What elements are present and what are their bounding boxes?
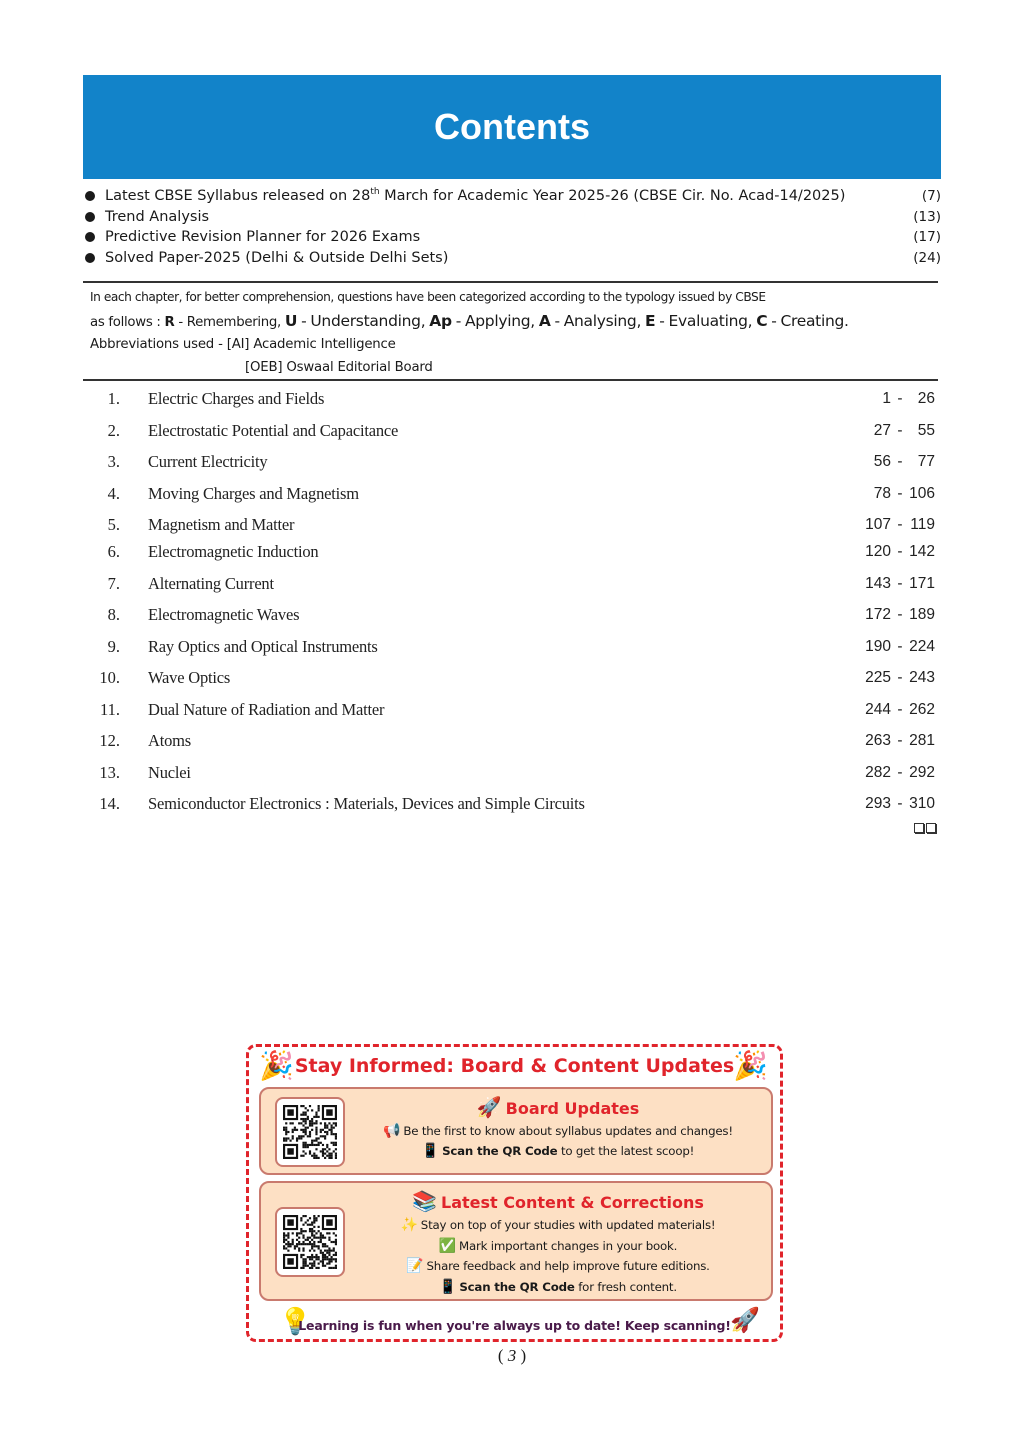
divider-top	[83, 281, 938, 283]
board-updates-qr-code[interactable]	[275, 1097, 345, 1167]
page-to: 281	[909, 732, 935, 749]
page-from: 1	[882, 390, 891, 407]
page-number: ( 3 )	[497, 1346, 527, 1365]
chapter-number: 5.	[107, 515, 120, 534]
light-bulb-icon: 💡	[279, 1306, 312, 1336]
sparkles-icon: ✨	[400, 1217, 418, 1233]
chapter-title: Ray Optics and Optical Instruments	[148, 637, 378, 656]
chapter-row[interactable]	[90, 789, 935, 819]
front-matter-label: Predictive Revision Planner for 2026 Exams	[105, 229, 421, 246]
board-updates-scan-line: 📱 Scan the QR Code to get the latest scoop!	[421, 1143, 695, 1159]
abbreviation-oeb: [OEB] Oswaal Editorial Board	[245, 360, 433, 375]
page-to: 142	[909, 543, 935, 560]
front-matter-page: (17)	[913, 229, 941, 246]
chapter-page-range	[855, 669, 935, 687]
chapter-page-range	[855, 390, 935, 408]
chapter-number: 14.	[99, 794, 120, 813]
chapter-title: Dual Nature of Radiation and Matter	[148, 700, 385, 719]
chapter-title: Atoms	[148, 731, 192, 750]
abbreviation-ai: Abbreviations used - [AI] Academic Intelligence	[90, 337, 396, 352]
chapter-row[interactable]	[90, 600, 935, 630]
front-matter-label: Latest CBSE Syllabus released on 28th March for Academic Year 2025-26 (CBSE Cir. No. Acad-14/2025)	[105, 187, 846, 205]
page-from: 143	[865, 575, 891, 592]
chapter-row[interactable]	[90, 632, 935, 662]
chapter-title: Electric Charges and Fields	[148, 389, 325, 408]
chapter-number: 10.	[99, 668, 120, 687]
page-from: 244	[865, 701, 891, 718]
chapter-number: 8.	[107, 605, 120, 624]
chapter-title: Current Electricity	[148, 452, 268, 471]
chapter-page-range	[855, 638, 935, 656]
end-of-section-icon	[914, 823, 936, 833]
content-updates-heading: 📚 Latest Content & Corrections	[412, 1189, 704, 1213]
page-to: 189	[909, 606, 935, 623]
front-matter-item[interactable]	[83, 207, 941, 228]
chapter-title: Alternating Current	[148, 574, 274, 593]
page-to: 310	[909, 795, 935, 812]
page-to: 55	[917, 422, 935, 439]
front-matter-item[interactable]	[83, 186, 941, 207]
bullet-icon	[85, 212, 95, 222]
page-range-separator: -	[897, 543, 903, 560]
page-from: 293	[865, 795, 891, 812]
updates-card	[246, 1044, 783, 1342]
front-matter-label: Trend Analysis	[105, 208, 210, 225]
page-range-separator: -	[897, 485, 903, 502]
front-matter-page: (24)	[913, 249, 941, 266]
bullet-icon	[85, 253, 95, 263]
board-updates-heading: 🚀 Board Updates	[476, 1095, 640, 1119]
party-popper-icon: 🎉	[733, 1050, 768, 1081]
party-popper-icon: 🎉	[259, 1050, 294, 1081]
chapter-row[interactable]	[90, 537, 935, 567]
page-range-separator: -	[897, 701, 903, 718]
chapter-row[interactable]	[90, 447, 935, 477]
page-range-separator: -	[897, 575, 903, 592]
chapter-number: 13.	[99, 763, 120, 782]
page-range-separator: -	[897, 453, 903, 470]
books-icon: 📚	[412, 1189, 437, 1213]
page-to: 262	[909, 701, 935, 718]
bullet-icon	[85, 191, 95, 201]
page-from: 172	[865, 606, 891, 623]
typology-note	[90, 285, 940, 379]
check-icon: ✅	[438, 1237, 456, 1254]
page-to: 77	[917, 453, 935, 470]
chapter-page-range	[855, 764, 935, 782]
page-from: 225	[865, 669, 891, 686]
typology-codes: as follows : R - Remembering, U - Understanding, Ap - Applying, A - Analysing, E - Evaluating, C - Creating.	[90, 312, 849, 330]
phone-qr-icon: 📱	[421, 1143, 440, 1159]
page-range-separator: -	[897, 390, 903, 407]
chapter-number: 7.	[107, 574, 120, 593]
chapter-page-range	[855, 701, 935, 719]
page-from: 282	[865, 764, 891, 781]
chapter-page-range	[855, 606, 935, 624]
page-range-separator: -	[897, 638, 903, 655]
front-matter-label: Solved Paper-2025 (Delhi & Outside Delhi Sets)	[105, 249, 449, 266]
chapter-row[interactable]	[90, 479, 935, 509]
content-updates-panel	[259, 1181, 773, 1301]
chapter-number: 6.	[107, 542, 120, 561]
board-updates-panel	[259, 1087, 773, 1175]
content-updates-line: ✅ Mark important changes in your book.	[438, 1237, 678, 1254]
updates-card-title: Stay Informed: Board & Content Updates	[294, 1055, 735, 1077]
chapter-title: Moving Charges and Magnetism	[148, 484, 359, 503]
chapter-title: Wave Optics	[148, 668, 231, 687]
chapter-number: 3.	[107, 452, 120, 471]
chapter-page-range	[855, 485, 935, 503]
megaphone-icon: 📢	[383, 1123, 401, 1139]
qr-code-icon	[283, 1105, 337, 1159]
chapter-page-range	[855, 453, 935, 471]
chapter-row[interactable]	[90, 663, 935, 693]
content-updates-line: ✨ Stay on top of your studies with updated materials!	[400, 1217, 716, 1233]
chapter-page-range	[855, 575, 935, 593]
page-range-separator: -	[897, 795, 903, 812]
page-from: 56	[873, 453, 891, 470]
page-range-separator: -	[897, 516, 903, 533]
chapter-page-range	[855, 543, 935, 561]
content-updates-qr-code[interactable]	[275, 1207, 345, 1277]
page-range-separator: -	[897, 422, 903, 439]
chapter-page-range	[855, 732, 935, 750]
page-from: 27	[873, 422, 891, 439]
page-to: 171	[909, 575, 935, 592]
front-matter-page: (7)	[921, 188, 941, 205]
page-from: 190	[865, 638, 891, 655]
chapter-title: Electrostatic Potential and Capacitance	[148, 421, 399, 440]
bullet-icon	[85, 232, 95, 242]
chapter-title: Nuclei	[148, 763, 191, 782]
chapter-row[interactable]	[90, 726, 935, 756]
page-from: 263	[865, 732, 891, 749]
chapter-row[interactable]	[90, 695, 935, 725]
chapter-row[interactable]	[90, 758, 935, 788]
chapter-number: 1.	[107, 389, 120, 408]
chapter-page-range	[855, 422, 935, 440]
chapter-row[interactable]	[90, 384, 935, 414]
page-to: 292	[909, 764, 935, 781]
chapter-page-range	[855, 795, 935, 813]
rocket-icon: 🚀	[730, 1307, 760, 1334]
updates-card-footer: Learning is fun when you're always up to date! Keep scanning!	[298, 1318, 731, 1333]
typology-intro: In each chapter, for better comprehension, questions have been categorized according to the typology issued by CBSE	[90, 290, 766, 304]
page-range-separator: -	[897, 669, 903, 686]
memo-icon: 📝	[406, 1258, 424, 1274]
front-matter-list	[83, 186, 941, 268]
chapter-number: 2.	[107, 421, 120, 440]
chapter-row[interactable]	[90, 569, 935, 599]
page-range-separator: -	[897, 606, 903, 623]
rocket-icon: 🚀	[476, 1095, 502, 1119]
front-matter-page: (13)	[913, 208, 941, 225]
page-title: Contents	[434, 106, 590, 147]
chapter-page-range	[855, 516, 935, 534]
page-to: 224	[909, 638, 935, 655]
page-from: 120	[865, 543, 891, 560]
contents-header-band	[83, 75, 941, 179]
content-updates-scan-line: 📱 Scan the QR Code for fresh content.	[439, 1278, 677, 1295]
chapter-row[interactable]	[90, 510, 935, 540]
front-matter-item[interactable]	[83, 227, 941, 248]
chapter-title: Electromagnetic Induction	[148, 542, 319, 561]
content-updates-line: 📝 Share feedback and help improve future editions.	[406, 1258, 710, 1274]
divider-bottom	[83, 379, 938, 381]
page-range-separator: -	[897, 732, 903, 749]
front-matter-item[interactable]	[83, 248, 941, 269]
page-to: 26	[917, 390, 935, 407]
chapter-number: 12.	[99, 731, 120, 750]
board-updates-line: 📢 Be the first to know about syllabus updates and changes!	[383, 1123, 733, 1139]
chapter-title: Magnetism and Matter	[148, 515, 295, 534]
qr-code-icon	[283, 1215, 337, 1269]
page-to: 119	[910, 516, 935, 533]
chapter-number: 9.	[107, 637, 120, 656]
page-from: 107	[865, 516, 891, 533]
page-range-separator: -	[897, 764, 903, 781]
page-from: 78	[873, 485, 891, 502]
phone-qr-icon: 📱	[439, 1278, 457, 1295]
chapter-number: 4.	[107, 484, 120, 503]
chapter-title: Electromagnetic Waves	[148, 605, 300, 624]
page-to: 243	[909, 669, 935, 686]
chapter-number: 11.	[99, 700, 120, 719]
chapter-title: Semiconductor Electronics : Materials, Devices and Simple Circuits	[148, 794, 585, 813]
chapter-row[interactable]	[90, 416, 935, 446]
page-to: 106	[909, 485, 935, 502]
